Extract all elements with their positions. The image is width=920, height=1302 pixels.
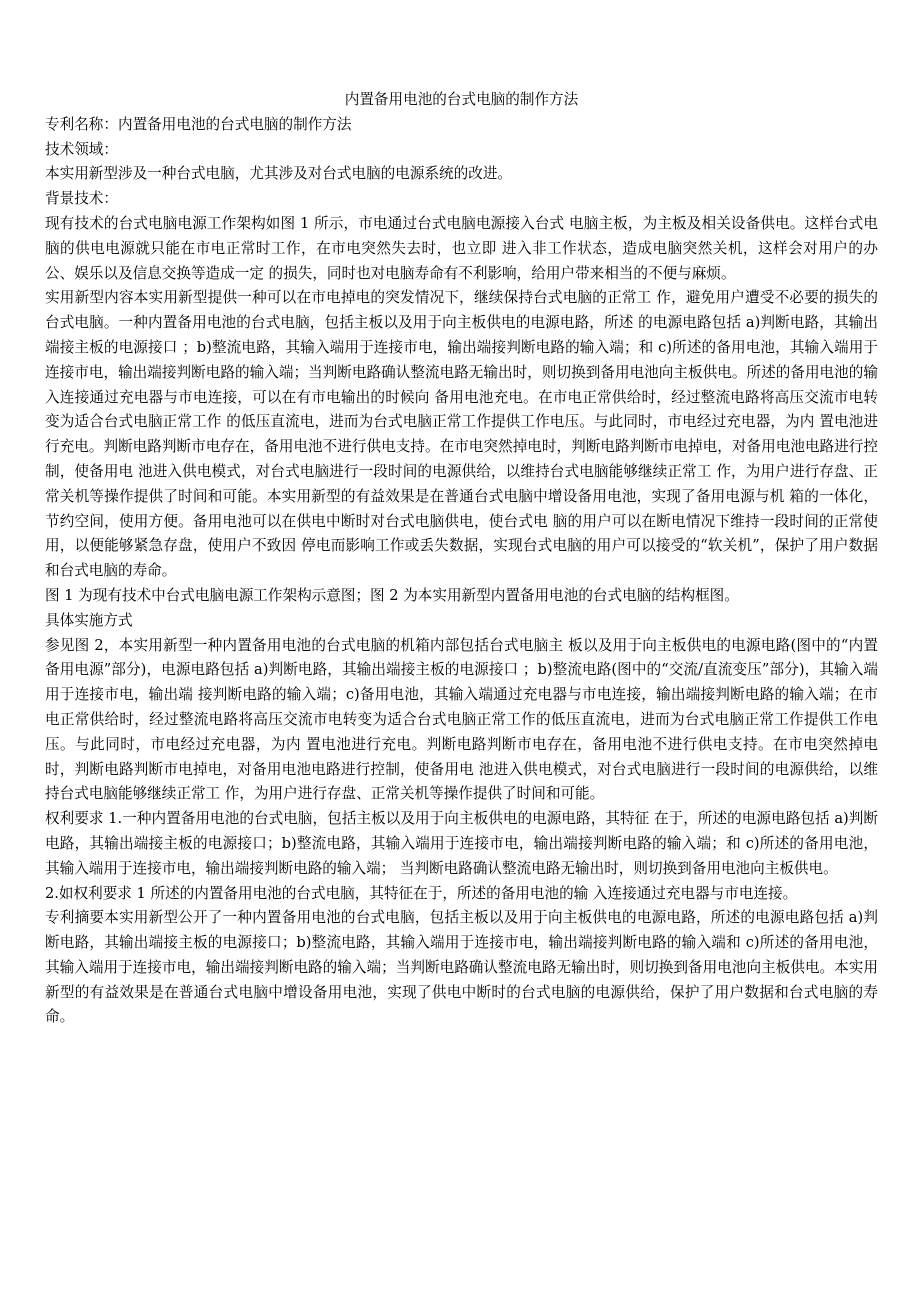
field-heading: 技术领域： [45,140,118,158]
background-heading: 背景技术： [45,190,118,208]
claim-1-paragraph: 权利要求 1.一种内置备用电池的台式电脑，包括主板以及用于向主板供电的电源电路，其特征 在于，所述的电源电路包括 a)判断电路，其输出端接主板的电源接口；b)整流电路，其输入端用于连接市电，输出端接判断电路的输入端；和 c)所述的备用电池，其输入端用于连接市电，输出端接判断电路的输入端； 当判断电路确认整流电路无输出时，则切换到备用电池向主板供电。 [45,810,878,877]
figures-paragraph: 图 1 为现有技术中台式电脑电源工作架构示意图；图 2 为本实用新型内置备用电池的台式电脑的结构框图。 [45,586,739,604]
background-paragraph: 现有技术的台式电脑电源工作架构如图 1 所示，市电通过台式电脑电源接入台式 电脑主板，为主板及相关设备供电。这样台式电脑的供电电源就只能在市电正常时工作，在市电突然失去时，也立即 进入非工作状态，造成电脑突然关机，这样会对用户的办公、娱乐以及信息交换等造成一定 的损失，同时也对电脑寿命有不利影响，给用户带来相当的不便与麻烦。 [45,214,878,282]
patent-name-line: 专利名称：内置备用电池的台式电脑的制作方法 [45,115,352,133]
abstract-paragraph: 专利摘要本实用新型公开了一种内置备用电池的台式电脑，包括主板以及用于向主板供电的电源电路，所述的电源电路包括 a)判断电路，其输出端接主板的电源接口；b)整流电路，其输入端用于连接市电，输出端接判断电路的输入端和 c)所述的备用电池，其输入端用于连接市电，输出端接判断电路的输入端；当判断电路确认整流电路无输出时，则切换到备用电池向主板供电。本实用新型的有益效果是在普通台式电脑中增设备用电池，实现了供电中断时的台式电脑的电源供给，保护了用户数据和台式电脑的寿命。 [45,909,878,1026]
document-body [45,88,878,1030]
field-paragraph: 本实用新型涉及一种台式电脑，尤其涉及对台式电脑的电源系统的改进。 [45,165,513,183]
content-paragraph: 实用新型内容本实用新型提供一种可以在市电掉电的突发情况下，继续保持台式电脑的正常工 作，避免用户遭受不必要的损失的台式电脑。一种内置备用电池的台式电脑，包括主板以及用于向主板供电的电源电路，所述 的电源电路包括 a)判断电路，其输出端接主板的电源接口 ；b)整流电路，其输入端用于连接市电，输出端接判断电路的输入端；和 c)所述的备用电池，其输入端用于连接市电，输出端接判断电路的输入端；当判断电路确认整流电路无输出时，则切换到备用电池向主板供电。所述的备用电池的输入连接通过充电器与市电连接，可以在有市电输出的时候向 备用电池充电。在市电正常供给时，经过整流电路将高压交流市电转变为适合台式电脑正常工作 的低压直流电，进而为台式电脑正常工作提供工作电压。与此同时，市电经过充电器，为内 置电池进行充电。判断电路判断市电存在，备用电池不进行供电支持。在市电突然掉电时，判断电路判断市电掉电，对备用电池电路进行控制，使备用电 池进入供电模式，对台式电脑进行一段时间的电源供给，以维持台式电脑能够继续正常工 作，为用户进行存盘、正常关机等操作提供了时间和可能。本实用新型的有益效果是在普通台式电脑中增设备用电池，实现了备用电源与机 箱的一体化，节约空间，使用方便。备用电池可以在供电中断时对台式电脑供电，使台式电 脑的用户可以在断电情况下维持一段时间的正常使用，以便能够紧急存盘，使用户不致因 停电而影响工作或丢失数据，实现台式电脑的用户可以接受的“软关机”，保护了用户数据 和台式电脑的寿命。 [45,289,878,580]
claim-2-paragraph: 2.如权利要求 1 所述的内置备用电池的台式电脑，其特征在于，所述的备用电池的输 入连接通过充电器与市电连接。 [45,884,798,902]
embodiment-paragraph: 参见图 2，本实用新型一种内置备用电池的台式电脑的机箱内部包括台式电脑主 板以及用于向主板供电的电源电路(图中的“内置备用电源”部分)，电源电路包括 a)判断电路，其输出端接主板的电源接口 ；b)整流电路(图中的“交流/直流变压”部分)，其输入端用于连接市电，输出端 接判断电路的输入端；c)备用电池，其输入端通过充电器与市电连接，输出端接判断电路的输入端；在市电正常供给时，经过整流电路将高压交流市电转变为适合台式电脑正常工作的低压直流电，进而为台式电脑正常工作提供工作电压。与此同时，市电经过充电器，为内 置电池进行充电。判断电路判断市电存在，备用电池不进行供电支持。在市电突然掉电时，判断电路判断市电掉电，对备用电池电路进行控制，使备用电 池进入供电模式，对台式电脑进行一段时间的电源供给，以维持台式电脑能够继续正常工 作，为用户进行存盘、正常关机等操作提供了时间和可能。 [45,636,878,803]
embodiment-heading: 具体实施方式 [45,611,133,629]
document-title: 内置备用电池的台式电脑的制作方法 [344,91,579,108]
